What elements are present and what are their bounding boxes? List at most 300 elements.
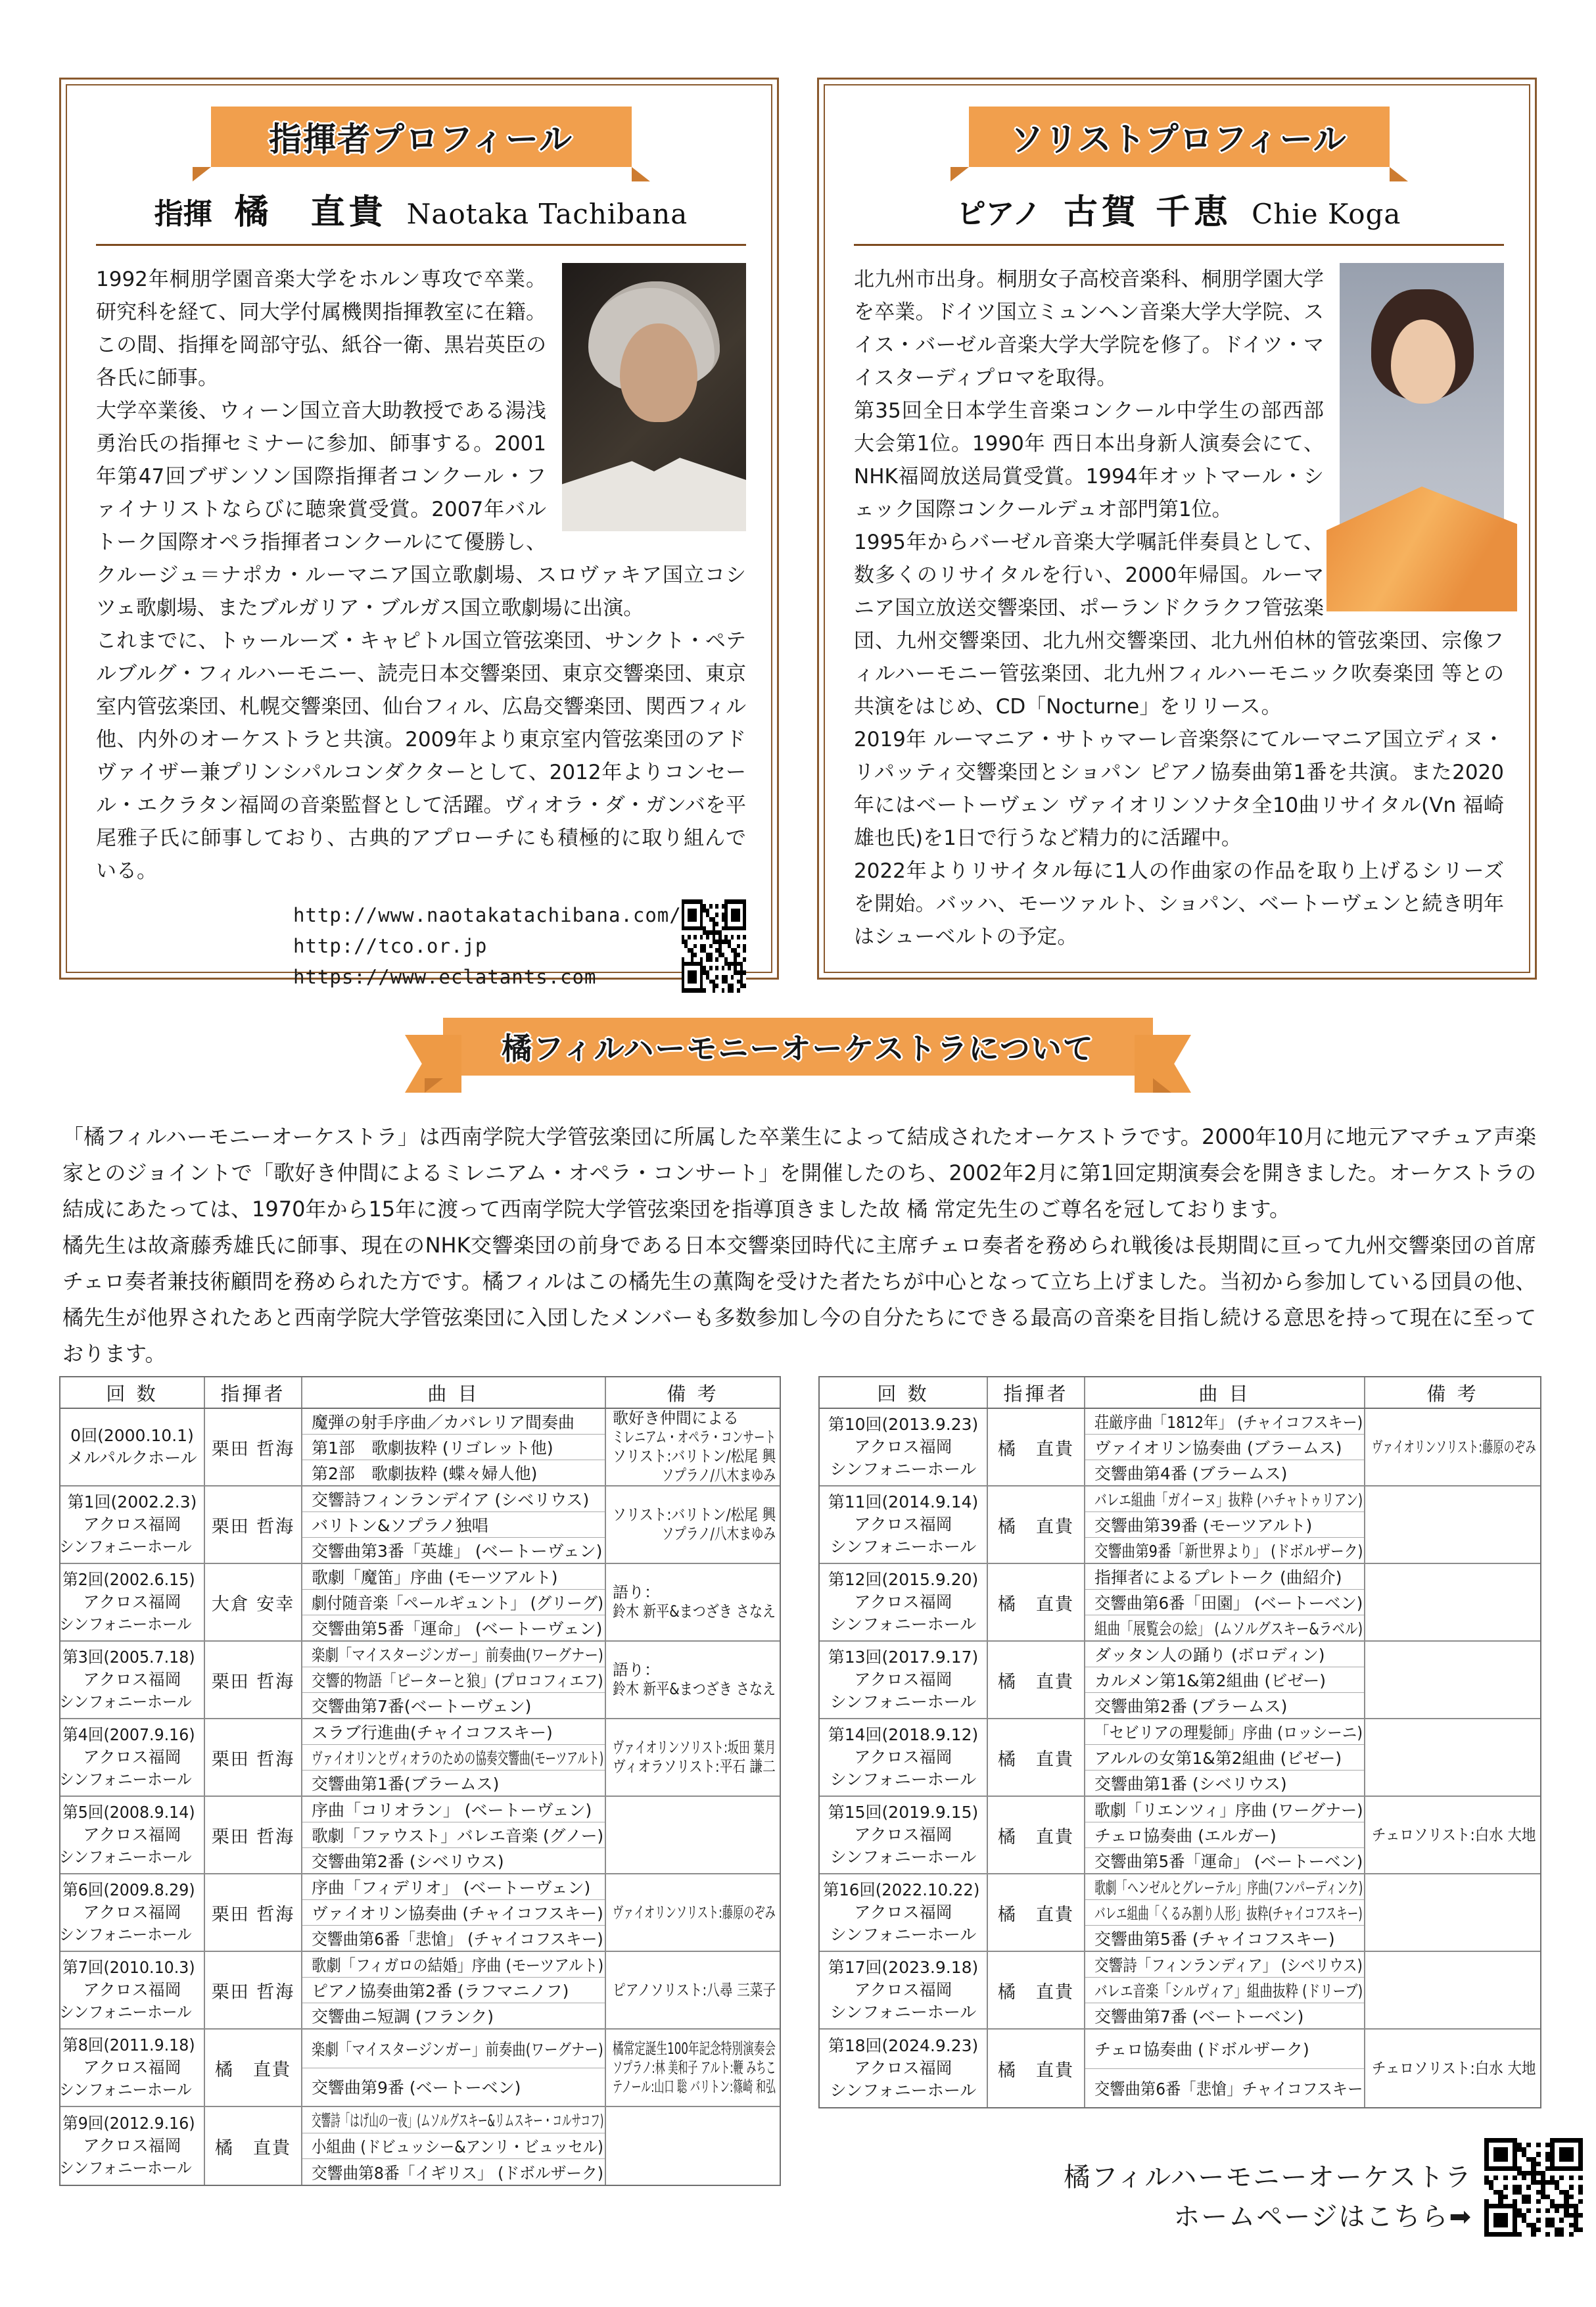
remark-line: 語り： [613,1661,660,1679]
conductor-url-3[interactable]: https://www.eclatants.com [293,965,597,988]
program-piece-title: ヴァイオリン協奏曲 (ブラームス) [1094,1439,1342,1458]
soloist-role-label: ピアノ [956,197,1042,231]
program-piece [302,1770,605,1796]
conductor-cell [987,1409,1084,1485]
conductor-ribbon-banner [211,107,632,167]
concert-number-cell [60,1719,204,1796]
conductor-cell [987,1874,1084,1951]
table-row [820,1564,1540,1642]
concert-number-cell [820,1409,987,1485]
ribbon-fold-left [425,1078,443,1093]
remark-cell [1364,1486,1540,1563]
remark-cell [1364,1874,1540,1951]
concert-number-line: 第6回(2009.8.29) [62,1880,195,1899]
conductor-url-1[interactable]: http://www.naotakatachibana.com/ [293,903,682,926]
program-piece-title: 交響曲第5番「運命」 (ベートーヴェン) [312,1619,603,1638]
program-piece-title: 組曲「展覧会の絵」 (ムソルグスキー&ラベル) [1094,1619,1363,1638]
program-piece-title: アルルの女第1&第2組曲 (ビゼー) [1094,1749,1342,1768]
concert-number-line: シンフォニーホール [830,2003,977,2022]
table-row [820,1486,1540,1564]
conductor-urls [293,900,682,993]
remark-cell [605,1797,780,1873]
footer-homepage-label: ホームページはこちら➡ [1173,2202,1472,2232]
concert-number-line: アクロス福岡 [854,1592,952,1611]
conductor-cell-name: 橘 直貴 [998,1749,1074,1770]
table-row [820,2030,1540,2107]
concert-number-cell [60,1409,204,1485]
program-pieces-cell [301,1797,605,1873]
conductor-photo [562,263,746,531]
concert-number-cell [820,1952,987,2028]
program-pieces-cell [301,1564,605,1640]
remark-cell [605,2107,780,2185]
table-row [60,1952,780,2030]
concert-number-line: シンフォニーホール [59,2003,192,2022]
conductor-cell-name: 橘 直貴 [998,1826,1074,1847]
program-piece-title: 序曲「フィデリオ」 (ベートーヴェン) [312,1878,591,1897]
remark-cell [605,1564,780,1640]
program-piece [1085,1770,1364,1796]
table-row [60,2107,780,2185]
concert-number-line: シンフォニーホール [59,2158,192,2177]
table-header-cell: 回 数 [877,1382,929,1405]
concert-number-cell [820,1874,987,1951]
soloist-bio-paragraph-3: 1995年からバーゼル音楽大学嘱託伴奏員として、数多くのリサイタルを行い、2000年帰国。ルーマニア国立放送交響楽団、ポーランドクラクフ管弦楽団、九州交響楽団、北九州交響楽団、北九州伯林的管弦楽団、宗像フィルハーモニー管弦楽団、北九州フィルハーモニック吹奏楽団 等との共演をはじめ、CD「Nocturne」をリリース。 [854,531,1504,719]
concert-number-cell [820,1564,987,1640]
remark-cell [1364,1409,1540,1485]
concert-number-line: アクロス福岡 [83,2136,181,2155]
conductor-name-underline [96,244,746,246]
history-table-right [818,1376,1541,2108]
conductor-cell-name: 栗田 哲海 [211,1982,295,2003]
concert-number-line: 第4回(2007.9.16) [62,1725,195,1744]
program-piece [1085,1692,1364,1718]
conductor-cell-name: 橘 直貴 [998,1516,1074,1537]
concert-number-line: シンフォニーホール [830,1847,977,1867]
conductor-photo-face [620,323,697,422]
conductor-cell [987,1642,1084,1718]
conductor-cell-name: 橘 直貴 [998,1671,1074,1692]
concert-number-line: アクロス福岡 [854,1903,952,1922]
program-piece [302,2133,605,2159]
conductor-cell-name: 大倉 安幸 [211,1594,295,1615]
concert-number-cell [820,1797,987,1873]
table-header-cell: 指揮者 [204,1377,301,1408]
program-piece-title: 歌劇「ヘンゼルとグレーテル」序曲(フンパーディンク) [1094,1878,1363,1897]
conductor-cell-name: 橘 直貴 [215,2059,291,2080]
program-piece-title: ダッタン人の踊り (ボロディン) [1094,1646,1325,1665]
program-piece [1085,1667,1364,1692]
program-piece-title: 交響曲第9番「新世界より」 (ドボルザーク) [1094,1542,1363,1561]
remark-cell [1364,1564,1540,1640]
program-piece [302,1642,605,1667]
remark-line: ヴィオラソリスト:平石 謙二 [613,1757,776,1776]
program-piece [302,1744,605,1770]
program-piece [302,2107,605,2133]
program-piece-title: 交響曲第3番「英雄」 (ベートーヴェン) [312,1542,603,1561]
concert-number-line: アクロス福岡 [854,1748,952,1767]
table-header-cell: 曲 目 [1084,1377,1364,1408]
concert-number-line: 第8回(2011.9.18) [62,2035,195,2055]
conductor-cell-name: 栗田 哲海 [211,1749,295,1770]
table-header-cell: 備 考 [1364,1377,1540,1408]
conductor-cell-name: 橘 直貴 [998,2060,1074,2081]
program-piece-title: 歌劇「魔笛」序曲 (モーツアルト) [312,1568,558,1587]
program-piece-title: 交響曲第8番「イギリス」 (ドボルザーク) [312,2163,604,2183]
conductor-links-row [96,899,746,993]
conductor-bio [96,263,746,888]
program-piece-title: 魔弾の射手序曲／カバレリア間奏曲 [312,1413,575,1432]
conductor-cell [987,1486,1084,1563]
concert-number-line: アクロス福岡 [83,1592,181,1611]
remark-line: ヴァイオリンソリスト:藤原のぞみ [613,1903,776,1922]
conductor-cell-name: 橘 直貴 [215,2137,291,2158]
conductor-cell [204,1719,301,1796]
conductor-url-2[interactable]: http://tco.or.jp [293,934,488,957]
concert-number-cell [60,1642,204,1718]
remark-line: 橘常定誕生100年記念特別演奏会 [613,2039,776,2058]
program-piece-title: 第2部 歌劇抜粋 (蝶々婦人他) [312,1464,538,1483]
program-piece [302,1719,605,1744]
table-row [60,1642,780,1719]
program-piece [302,1899,605,1925]
concert-number-cell [60,2030,204,2106]
concert-number-line: アクロス福岡 [854,2058,952,2078]
program-piece [1085,1899,1364,1925]
concert-number-line: シンフォニーホール [59,1770,192,1789]
conductor-cell [204,1486,301,1563]
soloist-name: 古賀 千恵 [1064,192,1232,232]
concert-number-line: 第3回(2005.7.18) [62,1648,195,1667]
program-piece-title: 交響詩「はげ山の一夜」(ムソルグスキー&リムスキー・コルサコフ) [312,2111,604,2131]
program-pieces-cell [1084,1797,1364,1873]
concert-number-line: シンフォニーホール [830,1692,977,1711]
soloist-bio-paragraph-4: 2019年 ルーマニア・サトゥマーレ音楽祭にてルーマニア国立ディヌ・リパッティ交響楽団とショパン ピアノ協奏曲第1番を共演。また2020年にはベートーヴェン ヴァイオリンソナタ全10曲リサイタル(Vn 福崎雄也氏)を1日で行うなど精力的に活躍中。 [854,728,1504,850]
concert-number-line: アクロス福岡 [854,1437,952,1456]
program-pieces-cell [1084,1409,1364,1485]
conductor-profile-box [59,78,779,988]
program-piece [1085,1409,1364,1434]
program-piece-title: 歌劇「フィガロの結婚」序曲 (モーツアルト) [312,1956,604,1975]
program-piece [302,1460,605,1485]
concert-number-line: シンフォニーホール [59,1925,192,1944]
program-piece-title: 交響曲第6番「田園」 (ベートーベン) [1094,1594,1363,1613]
program-pieces-cell [301,1719,605,1796]
concert-number-line: 第10回(2013.9.23) [828,1415,979,1434]
remark-line: ミレニアム・オペラ・コンサート [613,1428,776,1446]
program-pieces-cell [301,1642,605,1718]
soloist-photo-face [1391,320,1455,404]
program-piece-title: ピアノ協奏曲第2番 (ラフマニノフ) [312,1982,569,2001]
concert-number-line: 第12回(2015.9.20) [828,1570,979,1589]
remark-cell [605,1409,780,1485]
program-piece [302,1822,605,1847]
table-row [60,1486,780,1564]
concert-number-line: アクロス福岡 [854,1515,952,1534]
soloist-name-underline [854,244,1504,246]
program-piece [1085,1719,1364,1744]
concert-number-cell [60,2107,204,2185]
program-piece-title: 交響曲第2番 (シベリウス) [312,1852,504,1871]
concert-number-line: アクロス福岡 [83,1748,181,1767]
program-piece [1085,2003,1364,2028]
soloist-bio [854,263,1504,953]
concert-number-line: アクロス福岡 [83,2058,181,2077]
conductor-cell [987,1952,1084,2028]
concert-number-cell [820,1642,987,1718]
conductor-bio-paragraph-3: これまでに、トゥールーズ・キャピトル国立管弦楽団、サンクト・ペテルブルグ・フィルハーモニー、読売日本交響楽団、東京交響楽団、東京室内管弦楽団、札幌交響楽団、仙台フィル、広島交響楽団、関西フィル他、内外のオーケストラと共演。2009年より東京室内管弦楽団のアドヴァイザー兼プリンシパルコンダクターとして、2012年よりコンセール・エクラタン福岡の音楽監督として活躍。ヴィオラ・ダ・ガンバを平尾雅子氏に師事しており、古典的アプローチにも積極的に取り組んでいる。 [96,629,746,883]
concert-number-cell [60,1564,204,1640]
program-piece-title: 交響的物語「ピーターと狼」(プロコフィエフ) [312,1671,603,1690]
program-piece-title: ヴァイオリンとヴィオラのための協奏交響曲(モーツアルト) [312,1749,604,1768]
program-piece [302,1486,605,1511]
table-header-cell: 回 数 [106,1382,158,1405]
about-orchestra-text [62,1119,1536,1372]
about-paragraph-2: 橘先生は故斎藤秀雄氏に師事、現在のNHK交響楽団の前身である日本交響楽団時代に主席チェロ奏者を務められ戦後は長期間に亘って九州交響楽団の首席チェロ奏者兼技術顧問を務められた方です。橘フィルはこの橘先生の薫陶を受けた者たちが中心となって立ち上げました。当初から参加している団員の他、橘先生が他界されたあと西南学院大学管弦楽団に入団したメンバーも多数参加し今の自分たちにできる最高の音楽を目指し続ける意思を持って現在に至っております。 [62,1233,1536,1366]
program-piece [1085,1977,1364,2003]
remark-line: 鈴木 新平&まつざき さなえ [613,1602,776,1621]
program-piece [302,1797,605,1822]
remark-cell [1364,1642,1540,1718]
conductor-cell [204,1952,301,2028]
table-row [60,1409,780,1486]
program-piece-title: 交響曲第5番 (チャイコフスキー) [1094,1930,1335,1949]
soloist-romaji: Chie Koga [1252,198,1401,230]
table-row [820,1719,1540,1797]
soloist-bio-paragraph-1: 北九州市出身。桐朋女子高校音楽科、桐朋学園大学を卒業。ドイツ国立ミュンヘン音楽大学大学院、スイス・バーゼル音楽大学大学院を修了。ドイツ・マイスターディプロマを取得。 [854,268,1324,390]
ribbon-fold-right [1390,167,1408,181]
program-piece-title: 交響曲第7番(ベートーヴェン) [312,1697,532,1716]
remark-line: ピアノソリスト:八尋 三菜子 [613,1980,776,1999]
conductor-cell [987,1797,1084,1873]
concert-number-cell [820,2030,987,2107]
program-piece [1085,1564,1364,1589]
concert-number-line: シンフォニーホール [59,2080,192,2099]
program-piece-title: バレエ音楽「シルヴィア」組曲抜粋 (ドリーブ) [1094,1982,1363,2001]
program-piece-title: 第1部 歌劇抜粋 (リゴレット他) [312,1439,553,1458]
remark-line: 鈴木 新平&まつざき さなえ [613,1680,776,1698]
program-pieces-cell [301,1486,605,1563]
remark-cell [605,1642,780,1718]
conductor-cell [204,1874,301,1951]
concert-number-line: シンフォニーホール [59,1692,192,1711]
program-piece [302,2003,605,2028]
concert-number-line: シンフォニーホール [830,1615,977,1634]
remark-line: ソプラノ:林 美和子 アルト:鞭 みちこ [613,2058,776,2077]
program-piece [302,1615,605,1640]
program-piece-title: 楽劇「マイスタージンガー」前奏曲(ワーグナー) [312,1646,603,1665]
about-ribbon-title: 橘フィルハーモニーオーケストラについて [502,1031,1094,1066]
soloist-profile-inner [824,84,1530,973]
program-piece [302,1667,605,1692]
remark-cell [605,1874,780,1951]
conductor-role-label: 指揮 [154,197,212,231]
program-pieces-cell [301,1874,605,1951]
program-pieces-cell [301,1952,605,2028]
program-piece-title: 交響詩「フィンランディア」 (シベリウス) [1094,1956,1363,1975]
program-piece-title: 楽劇「マイスタージンガー」前奏曲(ワーグナー) [312,2039,603,2059]
program-pieces-cell [301,2030,605,2106]
program-piece [1085,1874,1364,1899]
program-piece-title: 序曲「コリオラン」 (ベートーヴェン) [312,1801,592,1820]
program-piece [1085,1615,1364,1640]
ribbon-fold-left [951,167,969,181]
program-piece-title: 交響曲第4番 (ブラームス) [1094,1464,1288,1483]
program-pieces-cell [1084,1564,1364,1640]
concert-number-line: シンフォニーホール [59,1537,192,1556]
program-piece [1085,1486,1364,1511]
concert-number-line: シンフォニーホール [830,1770,977,1789]
ribbon-fold-right [1153,1078,1171,1093]
conductor-bio-paragraph-1: 1992年桐朋学園音楽大学をホルン専攻で卒業。研究科を経て、同大学付属機関指揮教室に在籍。この間、指揮を岡部守弘、紙谷一衛、黒岩英臣の各氏に師事。 [96,268,546,390]
table-row [820,1874,1540,1952]
program-piece-title: チェロ協奏曲 (ドボルザーク) [1094,2040,1309,2060]
program-pieces-cell [301,2107,605,2185]
program-piece [1085,2068,1364,2108]
concert-number-line: シンフォニーホール [59,1615,192,1634]
conductor-cell-name: 栗田 哲海 [211,1516,295,1537]
program-piece-title: カルメン第1&第2組曲 (ビゼー) [1094,1671,1326,1690]
remark-cell [1364,1952,1540,2028]
program-piece [302,1874,605,1899]
soloist-bio-paragraph-2: 第35回全日本学生音楽コンクール中学生の部西部大会第1位。1990年 西日本出身新人演奏会にて、NHK福岡放送局賞受賞。1994年オットマール・シェック国際コンクールデュオ部門第1位。 [854,399,1324,521]
remark-line: ソプラノ/八木まゆみ [613,1525,776,1543]
program-piece [1085,1537,1364,1563]
concert-number-cell [60,1952,204,2028]
conductor-cell [987,1564,1084,1640]
table-row [60,1874,780,1952]
concert-number-line: シンフォニーホール [830,1460,977,1479]
concert-number-line: アクロス福岡 [83,1980,181,1999]
program-pieces-cell [1084,1719,1364,1796]
program-piece [1085,1589,1364,1615]
conductor-cell-name: 栗田 哲海 [211,1904,295,1925]
conductor-cell [204,2030,301,2106]
program-piece [1085,2030,1364,2068]
soloist-photo [1340,263,1504,611]
conductor-cell [204,2107,301,2185]
concert-number-cell [60,1874,204,1951]
remark-line: チェロソリスト:白水 大地 [1372,1825,1536,1844]
program-piece [302,1925,605,1951]
table-header-row [820,1377,1540,1409]
soloist-profile-box [817,78,1537,980]
concert-number-line: アクロス福岡 [83,1670,181,1689]
program-piece-title: 交響曲第39番 (モーツアルト) [1094,1516,1313,1535]
table-row [820,1642,1540,1719]
history-table-left [59,1376,781,2186]
concert-number-line: 第13回(2017.9.17) [828,1648,979,1667]
program-piece [302,2068,605,2106]
remark-line: ソリスト:バリトン/松尾 興 [613,1506,776,1524]
table-row [820,1409,1540,1486]
conductor-cell-name: 橘 直貴 [998,1904,1074,1925]
remark-line: 語り： [613,1583,660,1602]
program-piece-title: バレエ組曲「くるみ割り人形」抜粋(チャイコフスキー) [1094,1904,1363,1923]
remark-cell [1364,1797,1540,1873]
program-piece-title: 交響曲第5番「運命」 (ベートーベン) [1094,1852,1363,1871]
program-piece-title: 交響曲第1番(ブラームス) [312,1774,500,1794]
concert-number-line: アクロス福岡 [83,1903,181,1922]
remark-cell [605,1486,780,1563]
program-piece-title: 小組曲 (ドビュッシー&アンリ・ビュッセル) [312,2137,603,2156]
conductor-name: 橘 直貴 [234,192,387,232]
program-piece [1085,1744,1364,1770]
soloist-photo-shawl [1326,487,1517,611]
conductor-cell-name: 栗田 哲海 [211,1439,295,1460]
program-piece-title: スラブ行進曲(チャイコフスキー) [312,1723,553,1742]
concert-number-line: アクロス福岡 [854,1825,952,1844]
concert-number-line: メルパルクホール [67,1448,197,1467]
concert-number-line: 第2回(2002.6.15) [62,1570,195,1589]
table-header-cell: 曲 目 [301,1377,605,1408]
concert-number-line: 第11回(2014.9.14) [828,1492,979,1511]
conductor-cell [204,1642,301,1718]
ribbon-fold-right [632,167,650,181]
concert-number-line: シンフォニーホール [830,1537,977,1556]
conductor-cell [987,1719,1084,1796]
conductor-qr-code [682,899,746,993]
remark-cell [605,1719,780,1796]
conductor-cell-name: 橘 直貴 [998,1982,1074,2003]
soloist-ribbon-title: ソリストプロフィール [1010,120,1348,158]
program-piece [302,1692,605,1718]
concert-number-line: 第18回(2024.9.23) [828,2036,979,2055]
program-piece [302,1977,605,2003]
program-piece [1085,1642,1364,1667]
program-piece [1085,1925,1364,1951]
concert-number-line: 第7回(2010.10.3) [62,1958,195,1977]
program-pieces-cell [1084,1952,1364,2028]
concert-number-line: 第1回(2002.2.3) [67,1492,197,1511]
remark-cell [605,2030,780,2106]
conductor-romaji: Naotaka Tachibana [406,198,688,230]
program-piece-title: 指揮者によるプレトーク (曲紹介) [1094,1568,1342,1587]
table-row [60,1564,780,1642]
program-piece [302,2030,605,2068]
remark-line: ヴァイオリンソリスト:藤原のぞみ [1372,1437,1536,1456]
homepage-qr-code [1484,2138,1583,2237]
conductor-ribbon-title: 指揮者プロフィール [269,120,573,158]
remark-cell [605,1952,780,2028]
program-piece-title: 交響曲第6番「悲愴」チャイコフスキー [1094,2079,1363,2099]
program-piece-title: 歌劇「ファウスト」バレエ音楽 (グノー) [312,1826,604,1845]
program-piece [302,1434,605,1460]
conductor-name-row [96,184,746,233]
program-piece-title: 交響曲第9番 (ベートーベン) [312,2078,521,2098]
program-piece-title: 歌劇「リエンツィ」序曲 (ワーグナー) [1094,1801,1363,1820]
remark-cell [1364,2030,1540,2107]
soloist-name-row [854,184,1504,233]
conductor-cell [204,1409,301,1485]
conductor-profile-inner [66,84,772,988]
conductor-cell-name: 橘 直貴 [998,1594,1074,1615]
program-piece [302,1952,605,1977]
program-piece-title: 交響曲第6番「悲愴」 (チャイコフスキー) [312,1930,603,1949]
program-piece-title: 劇付随音楽「ペールギュント」 (グリーグ) [312,1594,604,1613]
remark-line: チェロソリスト:白水 大地 [1372,2058,1536,2078]
program-piece-title: 交響曲ニ短調 (フランク) [312,2007,494,2026]
program-piece [1085,1822,1364,1847]
conductor-cell-name: 栗田 哲海 [211,1671,295,1692]
concert-number-line: 第17回(2023.9.18) [828,1958,979,1977]
program-piece [302,1537,605,1563]
program-piece-title: 交響詩フィンランデイア (シベリウス) [312,1490,590,1510]
concert-number-line: アクロス福岡 [854,1670,952,1689]
ribbon-fold-left [193,167,211,181]
concert-number-line: アクロス福岡 [854,1980,952,1999]
footer-orchestra-name: 橘フィルハーモニーオーケストラ [1064,2162,1472,2193]
